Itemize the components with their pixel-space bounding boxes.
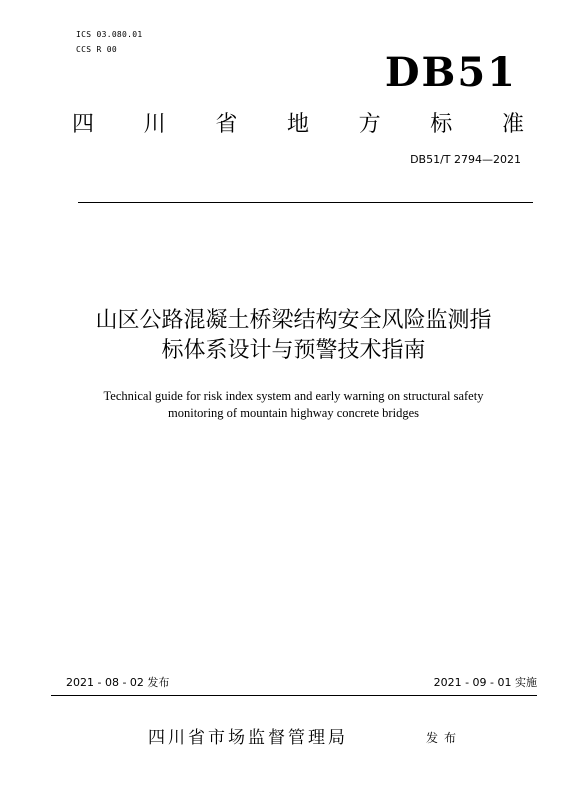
- header-char: 四: [72, 112, 95, 137]
- footer-divider: [51, 695, 537, 696]
- header-char: 地: [286, 112, 309, 137]
- english-title-line-1: Technical guide for risk index system and early warning on structural safety: [103, 389, 484, 403]
- ccs-code: CCS R 00: [76, 45, 117, 54]
- standard-number: DB51/T 2794—2021: [410, 153, 521, 166]
- chinese-title: [40, 306, 547, 366]
- issue-date: 2021 - 08 - 02 发布: [66, 676, 170, 689]
- standard-category-header: [72, 110, 524, 140]
- implementation-date: 2021 - 09 - 01 实施: [433, 676, 537, 689]
- header-char: 方: [358, 112, 381, 137]
- ics-code: ICS 03.080.01: [76, 30, 143, 39]
- issuing-authority: 四川省市场监督管理局: [148, 728, 348, 748]
- header-divider: [78, 202, 533, 203]
- english-title: [40, 388, 547, 422]
- standard-code-logo: DB51: [384, 49, 517, 96]
- header-char: 标: [430, 112, 453, 137]
- header-char: 准: [501, 112, 524, 137]
- header-char: 省: [215, 112, 238, 137]
- chinese-title-line-2: 标体系设计与预警技术指南: [161, 338, 426, 363]
- issuing-verb: 发布: [426, 731, 463, 745]
- english-title-line-2: monitoring of mountain highway concrete bridges: [168, 406, 419, 420]
- header-char: 川: [143, 112, 166, 137]
- chinese-title-line-1: 山区公路混凝土桥梁结构安全风险监测指: [95, 308, 492, 333]
